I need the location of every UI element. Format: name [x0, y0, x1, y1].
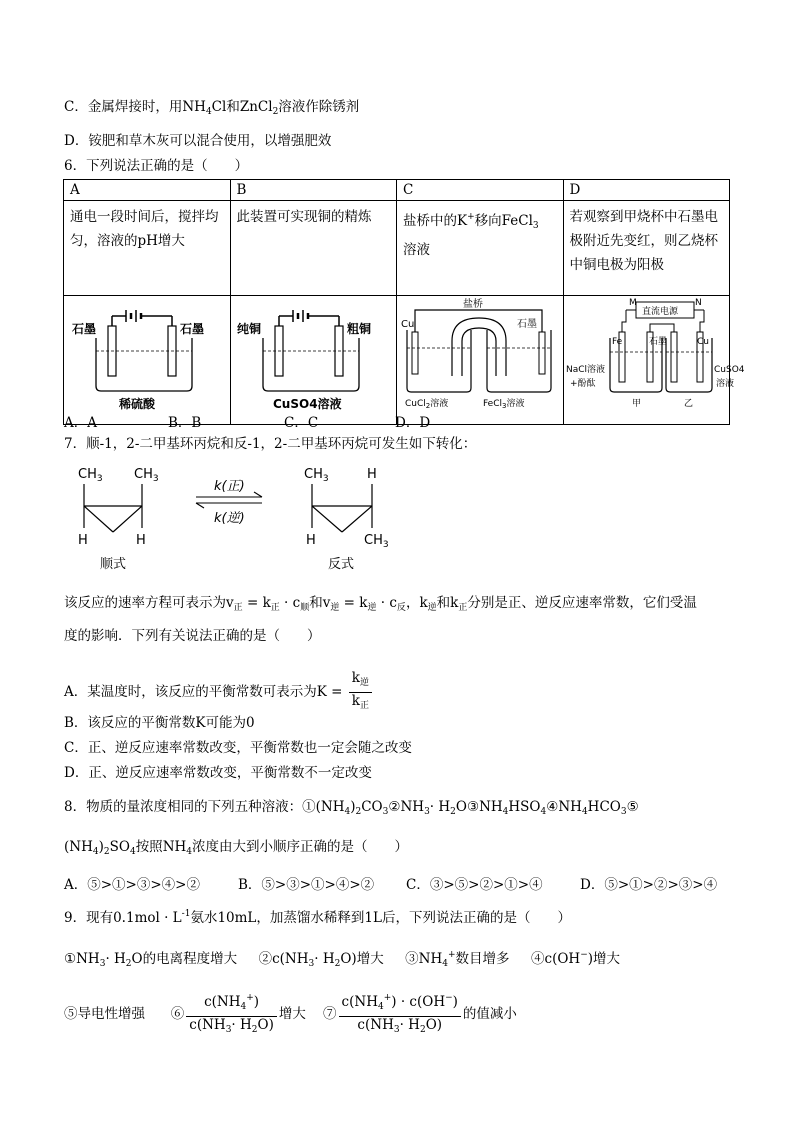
q6-header-a: A	[64, 180, 231, 201]
label-cuso4-solution: CuSO4溶液	[272, 397, 342, 411]
cis-h-right: H	[136, 533, 146, 548]
q6-stem: 6．下列说法正确的是（ ）	[64, 158, 249, 174]
label-cu: Cu	[696, 337, 709, 347]
label-graphite: 石墨	[648, 337, 667, 347]
q6-header-d: D	[563, 180, 730, 201]
k-ratio-fraction: $\frac{k_逆}{k_正}$	[349, 670, 372, 715]
q6-d-text: 若观察到甲烧杯中石墨电极附近先变红，则乙烧杯中铜电极为阳极	[563, 201, 730, 296]
q9-statements-row1: $①NH_3\cdot H_2O$的电离程度增大 $②c(NH_3\cdot H_2O)$增大 $③NH_4^+$数目增多 ④c(OH−)增大	[64, 950, 621, 969]
q8-option-b: B．⑤>③>①>④>②	[238, 877, 375, 893]
label-cis: 顺式	[100, 557, 127, 572]
galvanic-cell-figure-c	[397, 296, 560, 416]
label-fe: Fe	[611, 337, 622, 347]
trans-h-top: H	[367, 467, 377, 482]
label-pure-copper: 纯铜	[236, 322, 261, 336]
q7-rate-equation: 该反应的速率方程可表示为$v_正 = k_正 \cdot c_顺$和$v_逆 = k_逆 \cdot c_反$，$k_逆$和$k_正$分别是正、逆反应速率常数，它们受温	[64, 595, 697, 613]
label-graphite-right: 石墨	[180, 322, 205, 336]
electrolysis-figure-d	[564, 296, 745, 416]
label-cucl2-solution: CuCl$_2$溶液	[405, 399, 449, 410]
q8-option-c: C．③>⑤>②>①>④	[406, 877, 543, 893]
label-crude-copper: 粗铜	[346, 322, 371, 336]
option-d-line: D．铵肥和草木灰可以混合使用，以增强肥效	[64, 133, 332, 149]
k-forward: k(正)	[214, 479, 245, 494]
q6-header-c: C	[397, 180, 564, 201]
option-c-line: C．金属焊接时，用$NH_4Cl$和ZnCl$_2$溶液作除锈剂	[64, 99, 360, 117]
label-cuso4: CuSO4	[713, 365, 745, 375]
q9-stem: 9．现有$0.1mol \cdot L^{-1}$氨水10mL，加蒸馏水稀释到1L后，下列说法正确的是（ ）	[64, 909, 571, 926]
label-graphite-left: 石墨	[72, 322, 97, 336]
label-m: M	[628, 298, 637, 308]
label-graphite-electrode: 石墨	[517, 319, 537, 330]
q6-image-a	[64, 296, 231, 425]
cis-h-left: H	[78, 533, 88, 548]
trans-ch3-bottom: $CH_3$	[364, 533, 389, 550]
q8-option-a: A．⑤>①>③>④>②	[64, 877, 200, 893]
q8-stem-line2: $(NH_4)_2SO_4$按照$NH_4$浓度由大到小顺序正确的是（ ）	[64, 839, 409, 857]
label-beaker-yi: 乙	[683, 399, 693, 409]
label-trans: 反式	[328, 557, 355, 572]
label-beaker-jia: 甲	[631, 399, 641, 409]
q8-stem: 8．物质的量浓度相同的下列五种溶液：$①(NH_4)_2CO_3②NH_3\cdot$ $H_2O③NH_4HSO_4④NH_4HCO_3⑤$	[64, 799, 639, 817]
label-dilute-sulfuric: 稀硫酸	[119, 397, 156, 411]
q6-option-a: A．A	[64, 415, 97, 431]
q6-image-d	[563, 296, 745, 425]
q7-option-b: B．该反应的平衡常数K可能为0	[64, 715, 255, 731]
q6-option-c: C．C	[284, 415, 319, 431]
trans-ch3-top: $CH_3$	[304, 467, 329, 484]
label-fecl3-solution: FeCl$_3$溶液	[483, 399, 525, 410]
q6-b-text: 此装置可实现铜的精炼	[230, 201, 397, 296]
label-dc-power: 直流电源	[641, 307, 678, 317]
q7-option-a: A．某温度时，该反应的平衡常数可表示为K = $\frac{k_逆}{k_正}$	[64, 670, 374, 715]
trans-h-bottom: H	[306, 533, 316, 548]
q6-image-c	[397, 296, 564, 425]
label-phenolphthalein: +酚酞	[569, 379, 596, 389]
q7-stem: 7．顺-1，2-二甲基环丙烷和反-1，2-二甲基环丙烷可发生如下转化：	[64, 436, 477, 452]
cis-ch3-right: $CH_3$	[134, 467, 159, 484]
q7-rate-line2: 度的影响．下列有关说法正确的是（ ）	[64, 628, 321, 644]
electrolysis-figure-a	[64, 296, 229, 416]
q6-a-text: 通电一段时间后，搅拌均匀，溶液的pH增大	[64, 201, 231, 296]
q6-option-b: B．B	[168, 415, 202, 431]
label-nacl-solution: NaCl溶液	[565, 365, 605, 375]
q8-option-d: D．⑤>①>②>③>④	[580, 877, 718, 893]
label-salt-bridge: 盐桥	[463, 299, 483, 310]
q6-header-b: B	[230, 180, 397, 201]
label-solution: 溶液	[715, 379, 734, 389]
q6-c-text: 盐桥中的K+移向FeCl$_3$ 溶液	[397, 201, 564, 296]
electrolysis-figure-b	[231, 296, 396, 416]
cis-ch3-left: $CH_3$	[78, 467, 103, 484]
q7-option-c: C．正、逆反应速率常数改变，平衡常数也一定会随之改变	[64, 740, 412, 756]
k-reverse: k(逆)	[214, 511, 245, 526]
q6-image-b	[230, 296, 397, 425]
q7-option-d: D．正、逆反应速率常数改变，平衡常数不一定改变	[64, 765, 372, 781]
q7-reaction-diagram	[64, 460, 414, 580]
q9-fraction-7: $\frac{c(NH_4^+) \cdot c(OH^-)}{c(NH_3\cdot H_2O)}$	[339, 990, 461, 1039]
label-n: N	[694, 298, 702, 308]
q6-option-d: D．D	[395, 415, 431, 431]
q9-statements-row2: ⑤导电性增强 ⑥ $\frac{c(NH_4^+)}{c(NH_3\cdot H_2O)}$ 增大 ⑦ $\frac{c(NH_4^+) \cdot c(OH^-)}{c(NH_3\cdot H_2O)}$ 的值减小	[64, 990, 517, 1039]
q9-fraction-6: $\frac{c(NH_4^+)}{c(NH_3\cdot H_2O)}$	[186, 990, 277, 1039]
q6-table	[63, 179, 745, 425]
label-cu-electrode: Cu	[401, 319, 415, 330]
